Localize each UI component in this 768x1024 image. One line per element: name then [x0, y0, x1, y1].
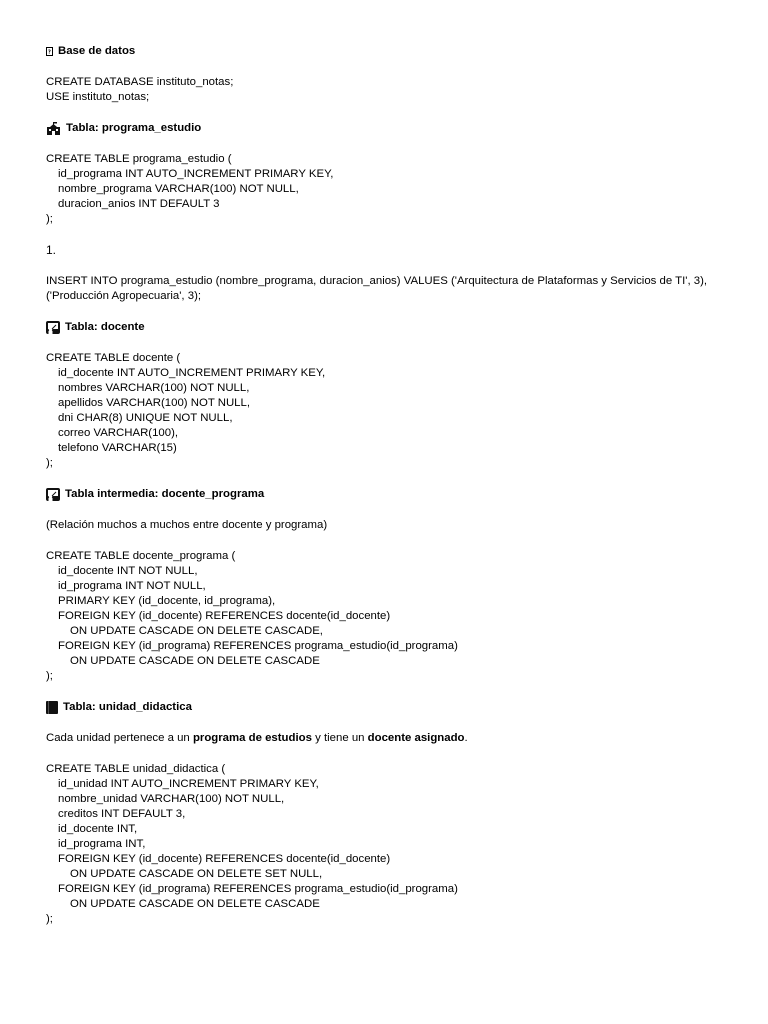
insert-statement: INSERT INTO programa_estudio (nombre_programa, duracion_anios) VALUES ('Arquitectura de Plataformas y Servicios de TI', 3), ('Producción Agropecuaria', 3); — [46, 275, 708, 302]
code-line: id_docente INT AUTO_INCREMENT PRIMARY KEY, — [58, 367, 326, 379]
code-line: ); — [46, 213, 53, 225]
desc-text: y tiene un — [311, 732, 368, 744]
list-number: 1. — [46, 243, 57, 257]
code-line: CREATE TABLE docente_programa ( — [46, 550, 236, 562]
heading-text: Tabla: unidad_didactica — [63, 701, 192, 713]
section-note: (Relación muchos a muchos entre docente y programa) — [46, 519, 328, 531]
desc-bold-docente: docente asignado — [367, 732, 465, 744]
code-line: FOREIGN KEY (id_docente) REFERENCES docente(id_docente) — [58, 853, 391, 865]
code-line: ); — [46, 913, 53, 925]
heading-text: Tabla: programa_estudio — [66, 122, 202, 134]
code-line: CREATE TABLE docente ( — [46, 352, 181, 364]
code-line: id_docente INT NOT NULL, — [58, 565, 198, 577]
code-line: ON UPDATE CASCADE ON DELETE CASCADE — [70, 655, 320, 667]
section-heading-unidad — [46, 700, 746, 715]
code-line: CREATE TABLE unidad_didactica ( — [46, 763, 226, 775]
section-heading-docente-programa — [46, 487, 746, 502]
school-icon — [46, 122, 61, 135]
code-line: id_programa INT AUTO_INCREMENT PRIMARY KEY, — [58, 168, 334, 180]
code-line: id_unidad INT AUTO_INCREMENT PRIMARY KEY, — [58, 778, 319, 790]
code-line: FOREIGN KEY (id_programa) REFERENCES programa_estudio(id_programa) — [58, 640, 458, 652]
code-line: ON UPDATE CASCADE ON DELETE CASCADE — [70, 898, 320, 910]
code-line: dni CHAR(8) UNIQUE NOT NULL, — [58, 412, 233, 424]
code-line: PRIMARY KEY (id_docente, id_programa), — [58, 595, 276, 607]
code-line: apellidos VARCHAR(100) NOT NULL, — [58, 397, 251, 409]
code-line: creditos INT DEFAULT 3, — [58, 808, 186, 820]
code-line: CREATE TABLE programa_estudio ( — [46, 153, 232, 165]
code-line: id_docente INT, — [58, 823, 138, 835]
teacher-icon — [46, 321, 60, 334]
code-line: nombre_programa VARCHAR(100) NOT NULL, — [58, 183, 299, 195]
code-line: duracion_anios INT DEFAULT 3 — [58, 198, 220, 210]
section-heading-programa — [46, 121, 746, 136]
code-line: id_programa INT, — [58, 838, 146, 850]
missing-glyph-icon — [46, 47, 53, 56]
book-icon — [46, 701, 58, 714]
code-line: FOREIGN KEY (id_docente) REFERENCES docente(id_docente) — [58, 610, 391, 622]
desc-bold-programa: programa de estudios — [192, 732, 312, 744]
code-line: ); — [46, 670, 53, 682]
code-line: CREATE DATABASE instituto_notas; — [46, 76, 234, 88]
code-line: ON UPDATE CASCADE ON DELETE CASCADE, — [70, 625, 323, 637]
code-line: telefono VARCHAR(15) — [58, 442, 177, 454]
section-heading-docente — [46, 320, 746, 335]
desc-text: . — [464, 732, 468, 744]
code-line: id_programa INT NOT NULL, — [58, 580, 206, 592]
heading-text: Tabla intermedia: docente_programa — [65, 488, 265, 500]
code-line: ); — [46, 457, 53, 469]
code-line: ON UPDATE CASCADE ON DELETE SET NULL, — [70, 868, 323, 880]
section-description — [46, 731, 746, 746]
code-line: correo VARCHAR(100), — [58, 427, 179, 439]
code-line: nombres VARCHAR(100) NOT NULL, — [58, 382, 250, 394]
heading-text: Tabla: docente — [65, 321, 145, 333]
code-line: nombre_unidad VARCHAR(100) NOT NULL, — [58, 793, 285, 805]
code-line: USE instituto_notas; — [46, 91, 150, 103]
desc-text: Cada unidad pertenece a un — [46, 732, 193, 744]
document-page — [46, 44, 746, 927]
section-heading-db — [46, 44, 746, 59]
teacher-icon — [46, 488, 60, 501]
svg-text:?: ? — [48, 49, 51, 56]
code-line: FOREIGN KEY (id_programa) REFERENCES programa_estudio(id_programa) — [58, 883, 458, 895]
heading-text: Base de datos — [58, 45, 136, 57]
